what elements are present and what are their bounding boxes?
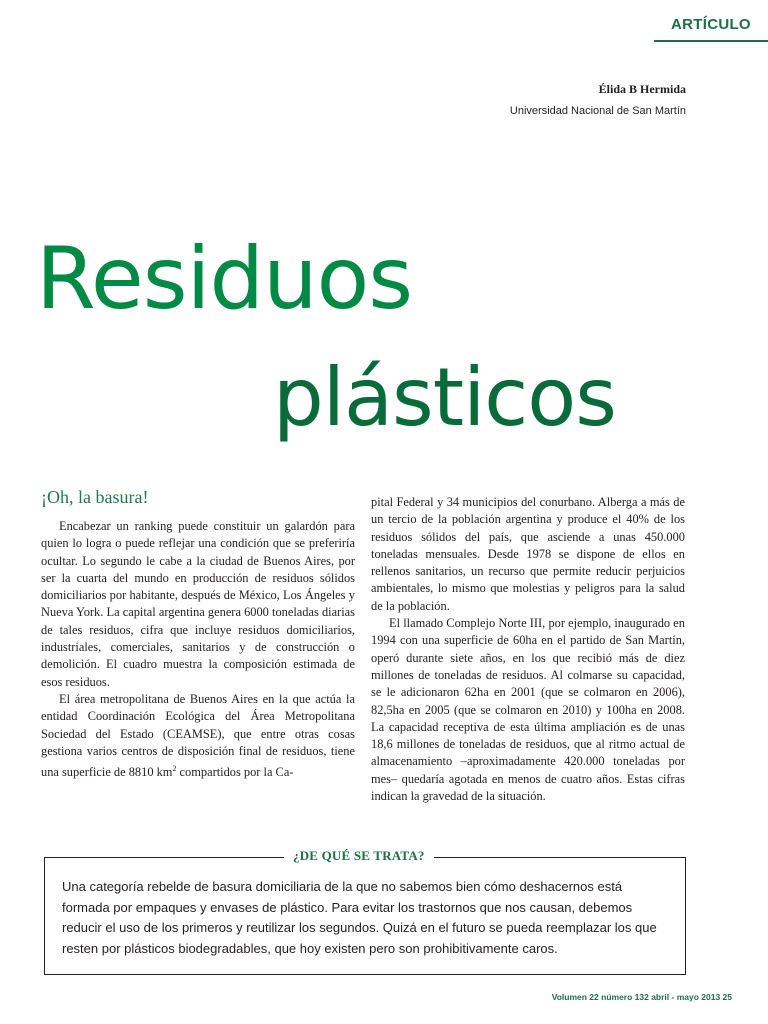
- author-affiliation: Universidad Nacional de San Martín: [509, 105, 686, 117]
- paragraph: El llamado Complejo Norte III, por ejemplo, inaugurado en 1994 con una superficie de 60ha en el partido de San Martín, operó durante siete años, en los que recibió más de diez millones de toneladas de residuos. Al colmarse su capacidad, se le adicionaron 62ha en 2001 (que se colmaron en 2006), 82,5ha en 2005 (que se colmaron en 2010) y 100ha en 2008. La capacidad receptiva de esta última ampliación es de unas 18,6 millones de toneladas de residuos, que al ritmo actual de almacenamiento –aproximadamente 420.000 toneladas por mes– quedaría agotada en menos de cuatro años. Estas cifras indican la gravedad de la situación.: [371, 616, 685, 804]
- article-title-line1: Residuos: [36, 229, 413, 329]
- left-column: [41, 518, 355, 782]
- page-footer: Volumen 22 número 132 abril - mayo 2013 25: [551, 992, 732, 1002]
- paragraph: [41, 691, 355, 782]
- section-rule: [654, 40, 768, 42]
- summary-box-text: Una categoría rebelde de basura domiciliaria de la que no sabemos bien cómo deshacernos está formada por empaques y envases de plástico. Para evitar los trastornos que nos causan, debemos reducir el uso de los primeros y reutilizar los segundos. Quizá en el futuro se pueda reemplazar los que resten por plásticos biodegradables, que hoy existen pero son prohibitivamente caros.: [62, 879, 657, 956]
- paragraph-text: El área metropolitana de Buenos Aires en la que actúa la entidad Coordinación Ecológica del Área Metropolitana Sociedad del Estado (CEAMSE), que entre otras cosas gestiona varios centros de disposición final de residuos, tiene una superficie de 8810 km: [41, 691, 355, 780]
- section-subhead: ¡Oh, la basura!: [41, 487, 149, 507]
- summary-box-title: ¿DE QUÉ SE TRATA?: [284, 848, 434, 864]
- paragraph-text: compartidos por la Ca-: [176, 765, 294, 780]
- section-label: ARTÍCULO: [671, 16, 751, 33]
- author-name: Élida B Hermida: [598, 82, 686, 96]
- paragraph: Encabezar un ranking puede constituir un galardón para quien lo logra o puede reflejar una condición que se preferiría ocultar. Lo segundo le cabe a la ciudad de Buenos Aires, por ser la cuarta del mundo en producción de residuos sólidos domiciliarios por habitante, después de México, Los Ángeles y Nueva York. La capital argentina genera 6000 toneladas diarias de tales residuos, cifra que incluye residuos domiciliarios, industriales, comerciales, sanitarios y de construcción o demolición. El cuadro muestra la composición estimada de esos residuos.: [41, 519, 355, 689]
- article-title-line2: plásticos: [273, 351, 616, 444]
- superscript: 2: [172, 764, 177, 774]
- right-column: [371, 494, 685, 805]
- paragraph: pital Federal y 34 municipios del conurbano. Alberga a más de un tercio de la población argentina y produce el 40% de los residuos sólidos del país, que asciende a unas 450.000 toneladas mensuales. Desde 1978 se dispone de ellos en rellenos sanitarios, un recurso que permite reducir perjuicios ambientales, lo mismo que molestias y peligros para la salud de la población.: [371, 495, 685, 613]
